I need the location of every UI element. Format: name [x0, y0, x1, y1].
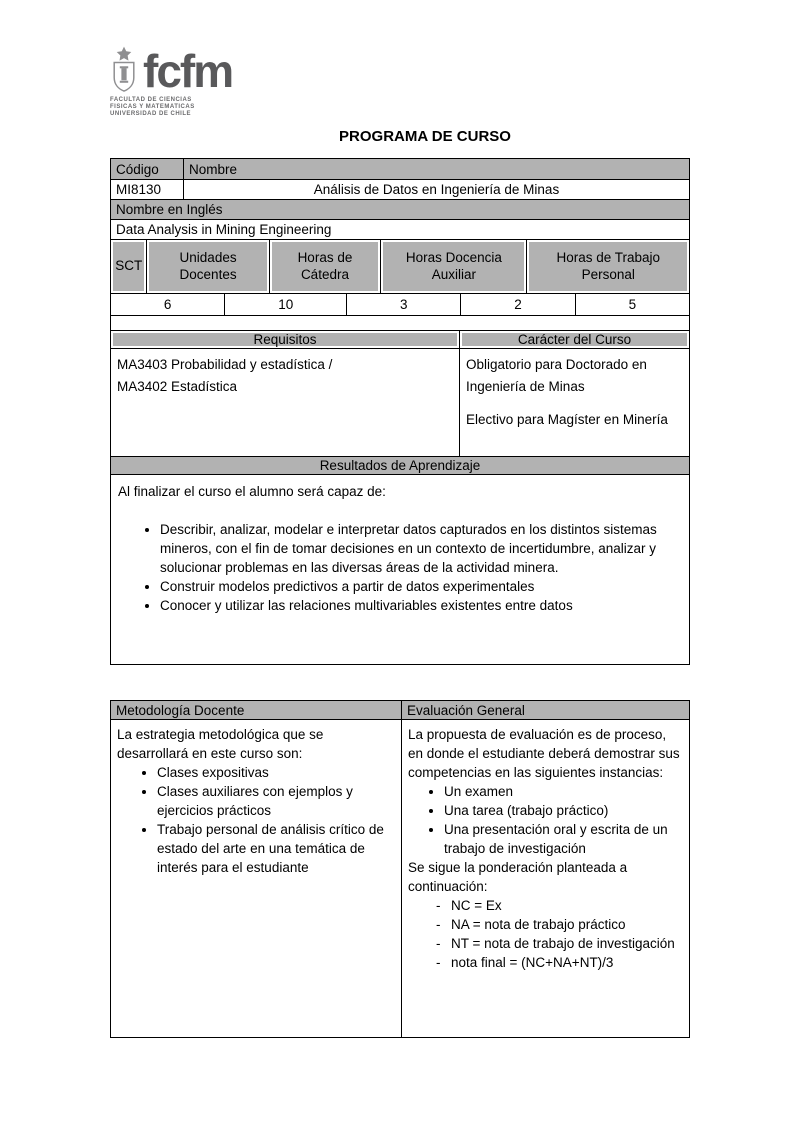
requisitos-header-cell: Requisitos	[111, 331, 459, 348]
logo-subtext	[110, 97, 232, 118]
hours-header-cell-horas-trabajo-personal: Horas de Trabajo Personal	[526, 240, 689, 293]
nombre-ingles-header-row	[111, 199, 689, 219]
requisitos-line: MA3402 Estadística	[117, 379, 238, 394]
caracter-content-cell	[459, 349, 689, 456]
caracter-paragraph: Electivo para Magíster en Minería	[466, 412, 668, 427]
list-item: • Describir, analizar, modelar e interpretar datos capturados en los distintos sistemas mineros, con el fin de tomar decisiones en un contexto de incertidumbre, analizar y solucionar problemas en las diversas áreas de la actividad minera.	[160, 520, 683, 577]
hours-header-cell-horas-catedra: Horas de Cátedra	[269, 240, 381, 293]
hours-value-cell-horas-docencia-auxiliar: 2	[460, 294, 574, 315]
list-item: • Una presentación oral y escrita de un trabajo de investigación	[444, 820, 683, 858]
resultados-header-row	[111, 456, 689, 474]
evaluacion-content-cell	[401, 720, 689, 1037]
university-crest-icon	[110, 46, 138, 94]
resultados-content-row	[111, 474, 689, 664]
hours-value-cell-horas-trabajo-personal: 5	[575, 294, 689, 315]
list-item: • Clases expositivas	[157, 763, 395, 782]
resultados-intro: Al finalizar el curso el alumno será capaz de:	[118, 484, 386, 499]
methodology-evaluation-table	[110, 700, 690, 1038]
list-item: • Conocer y utilizar las relaciones multivariables existentes entre datos	[160, 596, 683, 615]
course-info-table	[110, 158, 690, 665]
nombre-ingles-value-row	[111, 219, 689, 239]
hours-header-cell-unidades-docentes: Unidades Docentes	[146, 240, 268, 293]
metodologia-bullet-list	[117, 763, 395, 877]
logo-subtext-line: UNIVERSIDAD DE CHILE	[110, 111, 192, 117]
codigo-nombre-value-row	[111, 179, 689, 199]
page-title: PROGRAMA DE CURSO	[339, 128, 511, 145]
evaluacion-bullet-list	[408, 782, 683, 858]
codigo-nombre-header-row	[111, 159, 689, 179]
metodologia-evaluacion-header-row	[111, 701, 689, 719]
list-item: • Una tarea (trabajo práctico)	[444, 801, 683, 820]
metodologia-evaluacion-content-row	[111, 719, 689, 1037]
ponderacion-dash-list	[408, 896, 683, 972]
list-item: - nota final = (NC+NA+NT)/3	[434, 953, 683, 972]
hours-header-cell-sct: SCT	[111, 240, 146, 293]
resultados-content-cell	[111, 475, 689, 664]
metodologia-intro: La estrategia metodológica que se desarrollará en este curso son:	[117, 727, 324, 761]
metodologia-header-cell: Metodología Docente	[111, 701, 401, 719]
nombre-ingles-header-cell: Nombre en Inglés	[111, 200, 689, 219]
hours-header-row	[111, 239, 689, 293]
nombre-ingles-value-cell: Data Analysis in Mining Engineering	[116, 222, 332, 237]
hours-value-row	[111, 293, 689, 315]
spacer-row	[111, 315, 689, 330]
list-item: • Trabajo personal de análisis crítico de estado del arte en una temática de interés para el estudiante	[157, 820, 395, 877]
requisitos-caracter-header-row	[111, 330, 689, 348]
resultados-bullet-list	[118, 520, 683, 615]
caracter-header-cell: Carácter del Curso	[459, 331, 689, 348]
evaluacion-intro: La propuesta de evaluación es de proceso, en donde el estudiante deberá demostrar sus competencias en las siguientes instancias:	[408, 727, 680, 780]
requisitos-line: MA3403 Probabilidad y estadística /	[117, 357, 333, 372]
fcfm-wordmark: fcfm	[143, 45, 233, 97]
requisitos-caracter-content-row	[111, 348, 689, 456]
university-logo	[110, 46, 232, 118]
list-item: • Un examen	[444, 782, 683, 801]
list-item: - NT = nota de trabajo de investigación	[434, 934, 683, 953]
codigo-value-cell: MI8130	[116, 182, 162, 197]
resultados-header-cell: Resultados de Aprendizaje	[111, 457, 689, 474]
requisitos-content-cell	[111, 349, 459, 456]
logo-top	[110, 45, 233, 97]
list-item: • Construir modelos predictivos a partir de datos experimentales	[160, 577, 683, 596]
hours-value-cell-horas-catedra: 3	[346, 294, 460, 315]
spacer-cell	[111, 316, 689, 330]
list-item: - NC = Ex	[434, 896, 683, 915]
hours-header-cell-horas-docencia-auxiliar: Horas Docencia Auxiliar	[380, 240, 526, 293]
metodologia-content-cell	[111, 720, 401, 1037]
codigo-header-cell: Código	[111, 159, 183, 179]
hours-value-cell-unidades-docentes: 10	[224, 294, 346, 315]
logo-subtext-line: FACULTAD DE CIENCIAS	[110, 97, 192, 103]
list-item: • Clases auxiliares con ejemplos y ejercicios prácticos	[157, 782, 395, 820]
hours-value-cell-sct: 6	[163, 297, 172, 312]
nombre-value-cell: Análisis de Datos en Ingeniería de Minas	[183, 180, 689, 199]
logo-subtext-line: FISICAS Y MATEMATICAS	[110, 104, 195, 110]
caracter-paragraph: Obligatorio para Doctorado en Ingeniería de Minas	[466, 357, 647, 394]
list-item: - NA = nota de trabajo práctico	[434, 915, 683, 934]
evaluacion-header-cell: Evaluación General	[401, 701, 689, 719]
nombre-header-cell: Nombre	[183, 159, 689, 179]
ponderacion-intro: Se sigue la ponderación planteada a continuación:	[408, 860, 628, 894]
